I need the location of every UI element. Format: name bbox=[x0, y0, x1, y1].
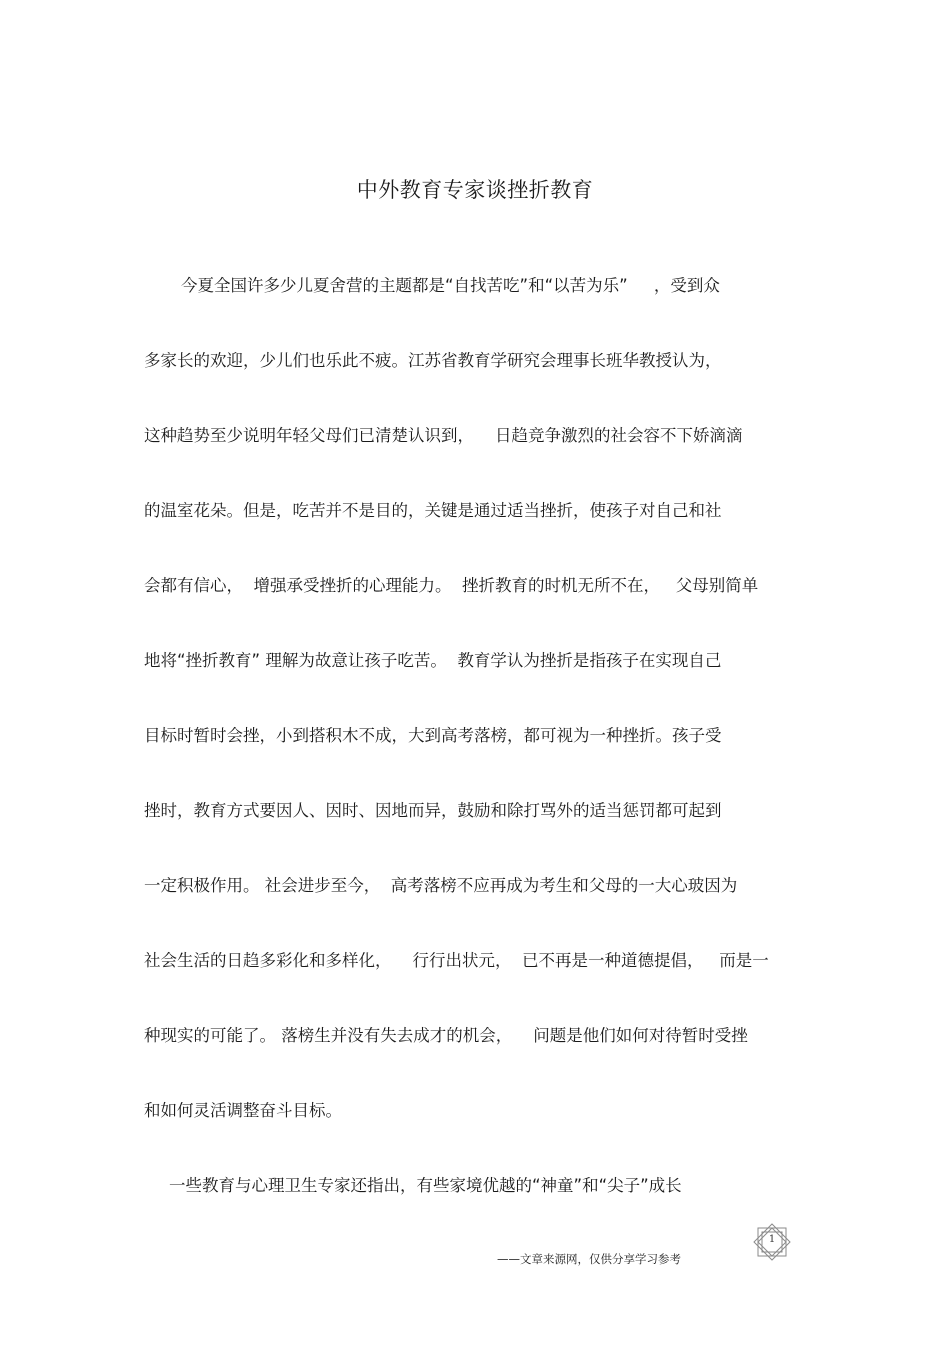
body-line: 挫时，教育方式要因人、因时、因地而异，鼓励和除打骂外的适当惩罚都可起到 bbox=[144, 801, 722, 820]
body-line: 和如何灵活调整奋斗目标。 bbox=[144, 1101, 342, 1120]
footer-source-note: ——文章来源网，仅供分享学习参考 bbox=[497, 1252, 681, 1266]
body-line: 社会生活的日趋多彩化和多样化， 行行出状元， 已不再是一种道德提倡， 而是一 bbox=[144, 951, 769, 970]
body-line: 会都有信心， 增强承受挫折的心理能力。 挫折教育的时机无所不在， 父母别简单 bbox=[144, 576, 759, 595]
body-line: 这种趋势至少说明年轻父母们已清楚认识到， 日趋竞争激烈的社会容不下娇滴滴 bbox=[144, 426, 743, 445]
body-line: 今夏全国许多少儿夏舍营的主题都是“自找苦吃”和“以苦为乐” ，受到众 bbox=[181, 276, 720, 295]
body-line: 的温室花朵。但是，吃苦并不是目的，关键是通过适当挫折，使孩子对自己和社 bbox=[144, 501, 722, 520]
body-line: 一定积极作用。 社会进步至今， 高考落榜不应再成为考生和父母的一大心玻因为 bbox=[144, 876, 738, 895]
body-line: 种现实的可能了。 落榜生并没有失去成才的机会， 问题是他们如何对待暂时受挫 bbox=[144, 1026, 748, 1045]
page-number-badge bbox=[750, 1222, 794, 1262]
body-line: 地将“挫折教育” 理解为故意让孩子吃苦。 教育学认为挫折是指孩子在实现自己 bbox=[144, 651, 722, 670]
page-title: 中外教育专家谈挫折教育 bbox=[356, 178, 594, 202]
page-number: 1 bbox=[768, 1234, 776, 1245]
body-line: 目标时暂时会挫，小到搭积木不成，大到高考落榜，都可视为一种挫折。孩子受 bbox=[144, 726, 722, 745]
body-line: 多家长的欢迎，少儿们也乐此不疲。江苏省教育学研究会理事长班华教授认为， bbox=[144, 351, 722, 370]
body-line: 一些教育与心理卫生专家还指出，有些家境优越的“神童”和“尖子”成长 bbox=[148, 1176, 682, 1195]
